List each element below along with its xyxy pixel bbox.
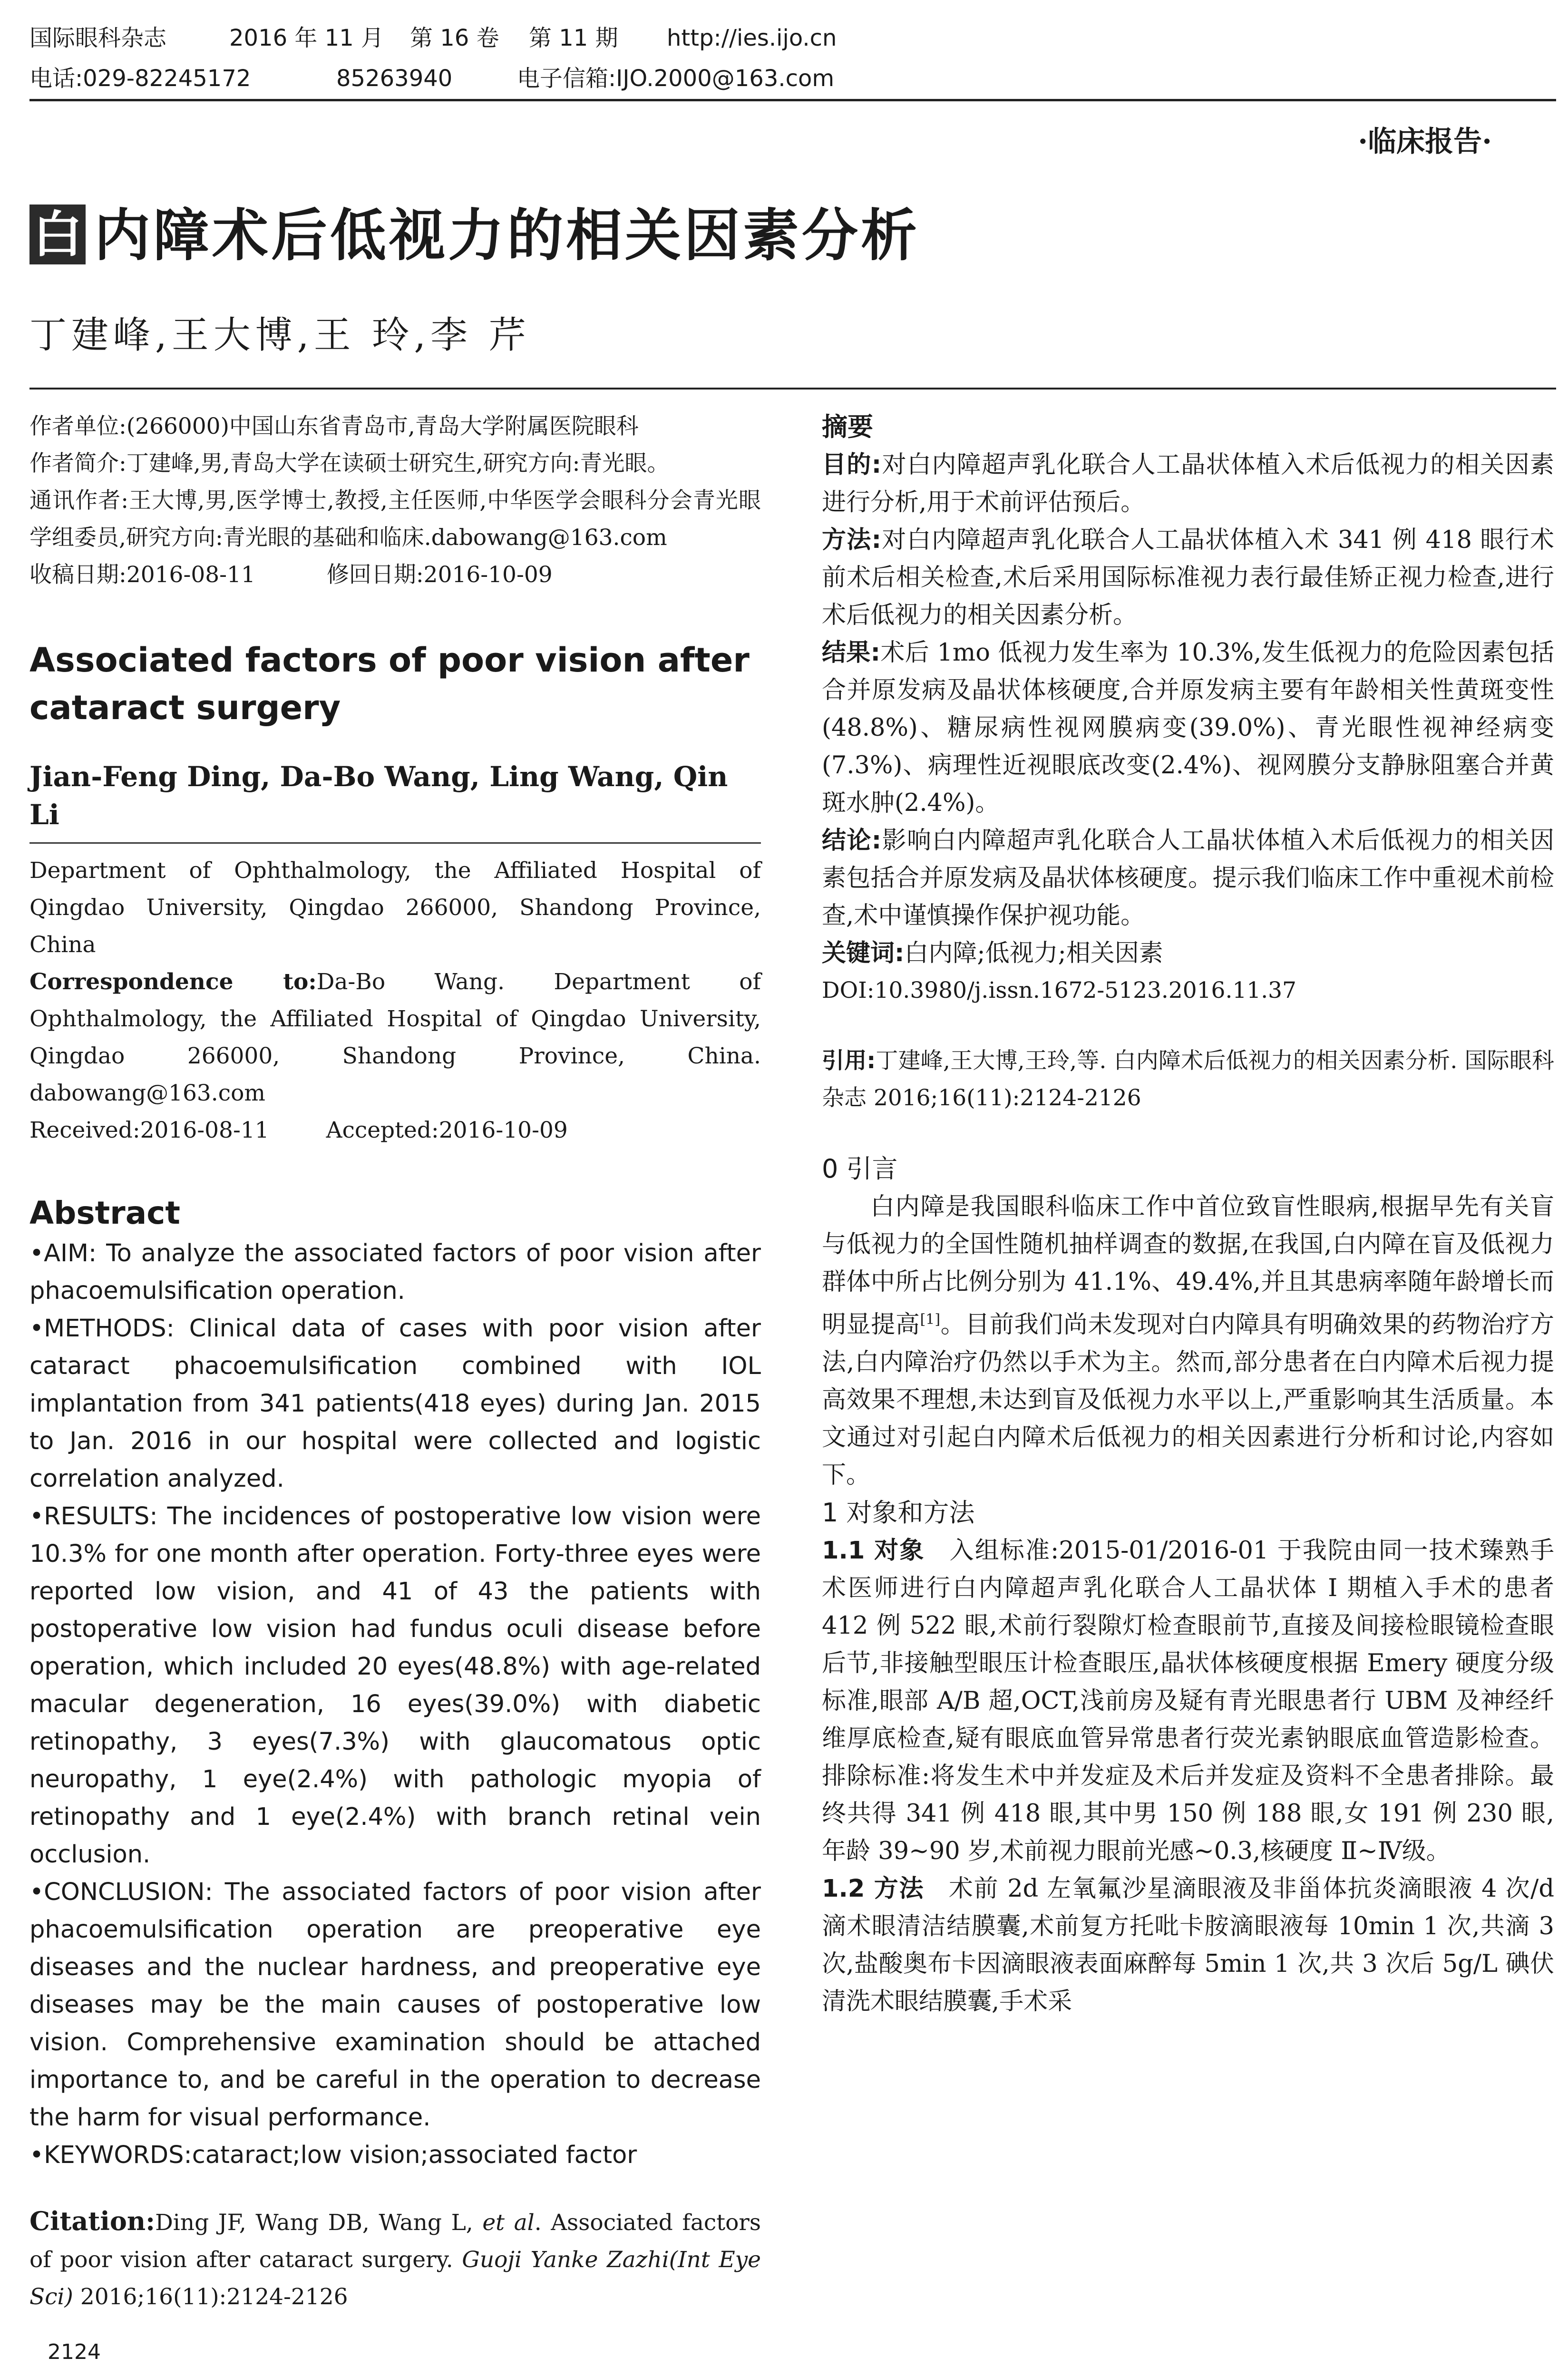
abstract-cn-aim: [822, 446, 1554, 521]
abstract-heading: Abstract: [29, 1195, 180, 1231]
volume: 第 16 卷: [410, 25, 499, 51]
doi: DOI:10.3980/j.issn.1672-5123.2016.11.37: [822, 977, 1296, 1003]
correspondence-label: Correspondence to:: [29, 969, 317, 995]
keywords-label: 关键词:: [822, 939, 905, 967]
abstract-results: •RESULTS: The incidences of postoperative low vision were 10.3% for one month after operation. Forty-three eyes were reported low vision, and 41 of 43 the patients with postoperative low vision had fundus oculi disease before operation, which included 20 eyes(48.8%) with age-related macular degeneration, 16 eyes(39.0%) with diabetic retinopathy, 3 eyes(7.3%) with glaucomatous optic neuropathy, 1 eye(2.4%) with pathologic myopia of retinopathy and 1 eye(2.4%) with branch retinal vein occlusion.: [29, 1502, 761, 1869]
abstract-methods: •METHODS: Clinical data of cases with poor vision after cataract phacoemulsification combined with IOL implantation from 341 patients(418 eyes) during Jan. 2015 to Jan. 2016 in our hospital were collected and logistic correlation analyzed.: [29, 1315, 761, 1493]
citation-volume: 2016;16(11):2124-2126: [73, 2284, 348, 2310]
abstract-cn-methods: [822, 521, 1554, 634]
intro-text-a: 白内障是我国眼科临床工作中首位致盲性眼病,根据早先有关盲与低视力的全国性随机抽样调查的数据,在我国,白内障在盲及低视力群体中所占比例分别为 41.1%、49.4%,并且其患病率随年龄增长而明显提高: [822, 1193, 1554, 1339]
conclusion-label: 结论:: [822, 827, 882, 855]
intro-paragraph: [822, 1188, 1554, 1494]
aim-text: 对白内障超声乳化联合人工晶状体植入术后低视力的相关因素进行分析,用于术前评估预后。: [822, 451, 1554, 516]
citation-cn: [822, 1042, 1554, 1117]
section-1-1: [822, 1532, 1554, 1870]
english-correspondence: [29, 964, 761, 1112]
methods-heading: 1 对象和方法: [822, 1498, 975, 1528]
author-unit: 作者单位:(266000)中国山东省青岛市,青岛大学附属医院眼科: [29, 413, 639, 439]
abstract-conclusion: •CONCLUSION: The associated factors of poor vision after phacoemulsification operation are preoperative eye diseases and the nuclear hardness, and preoperative eye diseases may be the main causes of postoperative low vision. Comprehensive examination should be attached importance to, and be careful in the operation to decrease the harm for visual performance.: [29, 1878, 761, 2132]
accepted-en: Accepted:2016-10-09: [326, 1117, 568, 1143]
article-title: 内障术后低视力的相关因素分析: [94, 203, 920, 268]
page-number: 2124: [48, 2340, 101, 2364]
english-authors: Jian-Feng Ding, Da-Bo Wang, Ling Wang, Qin Li: [29, 760, 728, 831]
citation-cn-label: 引用:: [822, 1048, 876, 1074]
citation-cn-text: 丁建峰,王大博,王玲,等. 白内障术后低视力的相关因素分析. 国际眼科杂志 2016;16(11):2124-2126: [822, 1048, 1555, 1111]
revised-cn: 修回日期:2016-10-09: [326, 562, 553, 588]
correspondence-text: Da-Bo Wang. Department of Ophthalmology, the Affiliated Hospital of Qingdao University, Qingdao 266000, Shandong Province, China. dabowang@163.com: [29, 969, 761, 1106]
english-dept: Department of Ophthalmology, the Affiliated Hospital of Qingdao University, Qingdao 266000, Shandong Province, China: [29, 857, 761, 958]
left-column: [29, 408, 761, 2316]
citation-journal: Guoji Yanke Zazhi(Int Eye Sci): [29, 2247, 761, 2310]
abstract-cn-heading: 摘要: [822, 412, 873, 442]
english-title: Associated factors of poor vision after cataract surgery: [29, 641, 750, 727]
issue: 第 11 期: [529, 25, 618, 51]
phone: 电话:029-82245172: [29, 65, 251, 92]
results-text: 术后 1mo 低视力发生率为 10.3%,发生低视力的危险因素包括合并原发病及晶状体核硬度,合并原发病主要有年龄相关性黄斑变性(48.8%)、糖尿病性视网膜病变(39.0%)、青光眼性视神经病变(7.3%)、病理性近视眼底改变(2.4%)、视网膜分支静脉阻塞合并黄斑水肿(2.4%)。: [822, 639, 1554, 817]
citation-en: [29, 2202, 761, 2316]
citation-label: Citation:: [29, 2206, 156, 2236]
section-1-1-label: 1.1 对象: [822, 1537, 925, 1565]
authors-rule: [29, 388, 1556, 390]
intro-ref[interactable]: [1]: [920, 1311, 941, 1328]
email[interactable]: 电子信箱:IJO.2000@163.com: [517, 65, 835, 92]
conclusion-text: 影响白内障超声乳化联合人工晶状体植入术后低视力的相关因素包括合并原发病及晶状体核硬度。提示我们临床工作中重视术前检查,术中谨慎操作保护视功能。: [822, 827, 1554, 930]
citation-etal: et al: [482, 2210, 535, 2236]
issue-date: 2016 年 11 月: [229, 25, 384, 51]
section-1-2: [822, 1870, 1554, 2020]
methods-text: 对白内障超声乳化联合人工晶状体植入术 341 例 418 眼行术前术后相关检查,术后采用国际标准视力表行最佳矫正视力检查,进行术后低视力的相关因素分析。: [822, 526, 1554, 629]
received-cn: 收稿日期:2016-08-11: [29, 562, 255, 588]
title-initial-box: 白: [29, 205, 86, 264]
keywords-text: 白内障;低视力;相关因素: [904, 939, 1163, 967]
dates-cn: [29, 556, 761, 594]
abstract-cn-results: [822, 634, 1554, 822]
abstract-cn-keywords: [822, 935, 1554, 972]
phone-2: 85263940: [336, 65, 453, 92]
abstract-keywords: •KEYWORDS:cataract;low vision;associated factor: [29, 2141, 637, 2169]
section-1-2-label: 1.2 方法: [822, 1875, 925, 1903]
methods-label: 方法:: [822, 526, 881, 554]
section-1-1-text: 入组标准:2015-01/2016-01 于我院由同一技术臻熟手术医师进行白内障超声乳化联合人工晶状体 I 期植入手术的患者 412 例 522 眼,术前行裂隙灯检查眼前节,直接及间接检眼镜检查眼后节,非接触型眼压计检查眼压,晶状体核硬度根据 Emery 硬度分级标准,眼部 A/B 超,OCT,浅前房及疑有青光眼患者行 UBM 及神经纤维厚底检查,疑有眼底血管异常患者行荧光素钠眼底血管造影检查。排除标准:将发生术中并发症及术后并发症及资料不全患者排除。最终共得 341 例 418 眼,其中男 150 例 188 眼,女 191 例 230 眼,年龄 39~90 岁,术前视力眼前光感~0.3,核硬度 Ⅱ~Ⅳ级。: [822, 1537, 1554, 1865]
corresponding-author: 通讯作者:王大博,男,医学博士,教授,主任医师,中华医学会眼科分会青光眼学组委员,研究方向:青光眼的基础和临床.dabowang@163.com: [29, 487, 761, 551]
intro-heading: 0 引言: [822, 1154, 898, 1184]
author-bio: 作者简介:丁建峰,男,青岛大学在读硕士研究生,研究方向:青光眼。: [29, 450, 670, 477]
section-1-2-text: 术前 2d 左氧氟沙星滴眼液及非甾体抗炎滴眼液 4 次/d 滴术眼清洁结膜囊,术前复方托吡卡胺滴眼液每 10min 1 次,共滴 3 次,盐酸奥布卡因滴眼液表面麻醉每 5min 1 次,共 3 次后 5g/L 碘伏清洗术眼结膜囊,手术采: [822, 1875, 1554, 2016]
abstract-cn-conclusion: [822, 822, 1554, 935]
citation-title: . Associated factors of poor vision after cataract surgery.: [29, 2210, 761, 2273]
header-rule: [29, 99, 1556, 101]
journal-url[interactable]: http://ies.ijo.cn: [667, 25, 837, 51]
results-label: 结果:: [822, 639, 881, 667]
right-column: [822, 408, 1554, 2020]
english-dates: [29, 1112, 761, 1149]
authors-cn: 丁建峰,王大博,王 玲,李 芹: [29, 314, 531, 357]
citation-authors: Ding JF, Wang DB, Wang L,: [155, 2210, 483, 2236]
journal-name: 国际眼科杂志: [29, 25, 167, 51]
intro-text-b: 。目前我们尚未发现对白内障具有明确效果的药物治疗方法,白内障治疗仍然以手术为主。然而,部分患者在白内障术后视力提高效果不理想,未达到盲及低视力水平以上,严重影响其生活质量。本文通过对引起白内障术后低视力的相关因素进行分析和讨论,内容如下。: [822, 1311, 1554, 1489]
section-tag: ·临床报告·: [1358, 125, 1492, 158]
abstract-aim: •AIM: To analyze the associated factors of poor vision after phacoemulsification operation.: [29, 1239, 761, 1305]
received-en: Received:2016-08-11: [29, 1117, 269, 1143]
aim-label: 目的:: [822, 451, 882, 479]
